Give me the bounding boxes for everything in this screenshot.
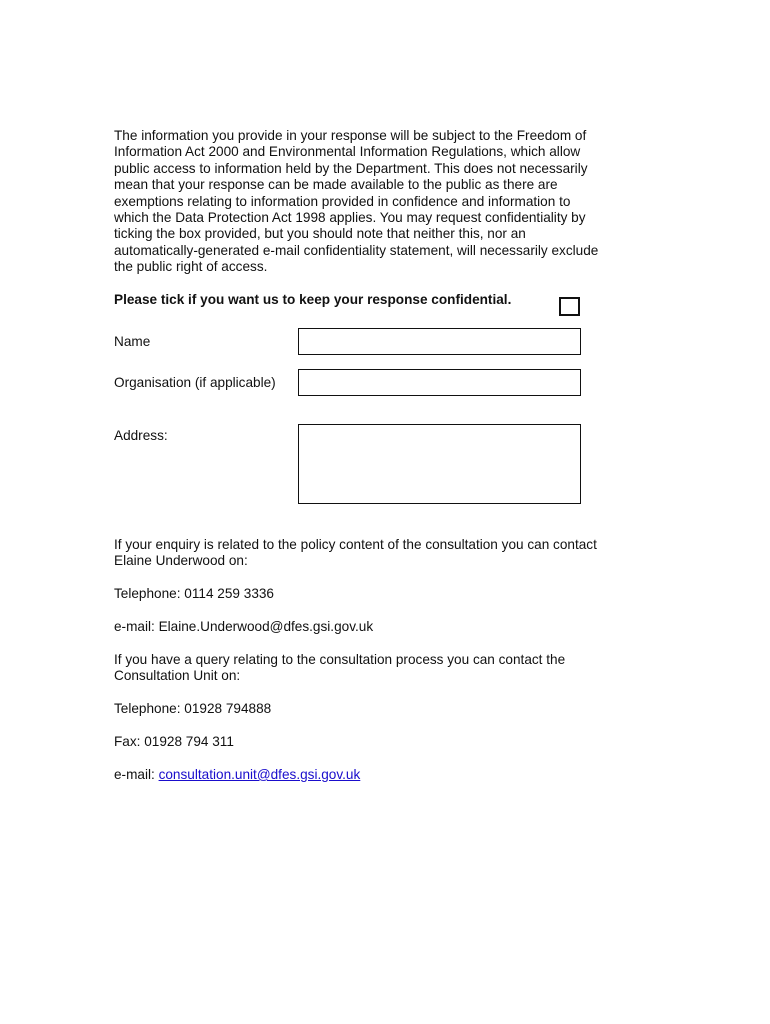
address-field[interactable] [298,424,581,504]
policy-telephone: Telephone: 0114 259 3336 [114,586,274,601]
policy-email: e-mail: Elaine.Underwood@dfes.gsi.gov.uk [114,619,374,634]
process-contact-intro-line: Consultation Unit on: [114,668,241,684]
process-telephone: Telephone: 01928 794888 [114,701,272,716]
policy-contact-intro-line: Elaine Underwood on: [114,553,248,569]
address-label: Address: [114,428,168,443]
foi-notice-line: mean that your response can be made available to the public as there are [114,177,558,193]
consultation-unit-email-link[interactable]: consultation.unit@dfes.gsi.gov.uk [158,767,361,782]
foi-notice-line: Information Act 2000 and Environmental Information Regulations, which allow [114,144,581,160]
policy-contact-intro-line: If your enquiry is related to the policy content of the consultation you can contact [114,537,597,552]
foi-notice-line: the public right of access. [114,259,268,275]
organisation-label: Organisation (if applicable) [114,375,276,390]
foi-notice-line: public access to information held by the Department. This does not necessarily [114,160,588,176]
foi-notice-line: exemptions relating to information provided in confidence and information to [114,193,571,209]
foi-notice-line: automatically-generated e-mail confidentiality statement, will necessarily exclude [114,242,599,258]
organisation-field[interactable] [298,369,581,396]
foi-notice-line: ticking the box provided, but you should note that neither this, nor an [114,226,526,242]
confidential-label: Please tick if you want us to keep your response confidential. [114,292,512,307]
process-contact-intro-line: If you have a query relating to the consultation process you can contact the [114,652,566,667]
confidential-checkbox[interactable] [559,297,580,316]
foi-notice-line: which the Data Protection Act 1998 applies. You may request confidentiality by [114,210,586,226]
process-contact-intro [114,652,565,685]
policy-contact-intro [114,537,597,570]
process-email-line [114,767,360,783]
name-label: Name [114,334,151,349]
process-fax: Fax: 01928 794 311 [114,734,234,749]
process-email-prefix: e-mail: [114,767,159,782]
foi-notice-paragraph [114,128,674,276]
name-field[interactable] [298,328,581,355]
foi-notice-line: The information you provide in your response will be subject to the Freedom of [114,128,587,143]
